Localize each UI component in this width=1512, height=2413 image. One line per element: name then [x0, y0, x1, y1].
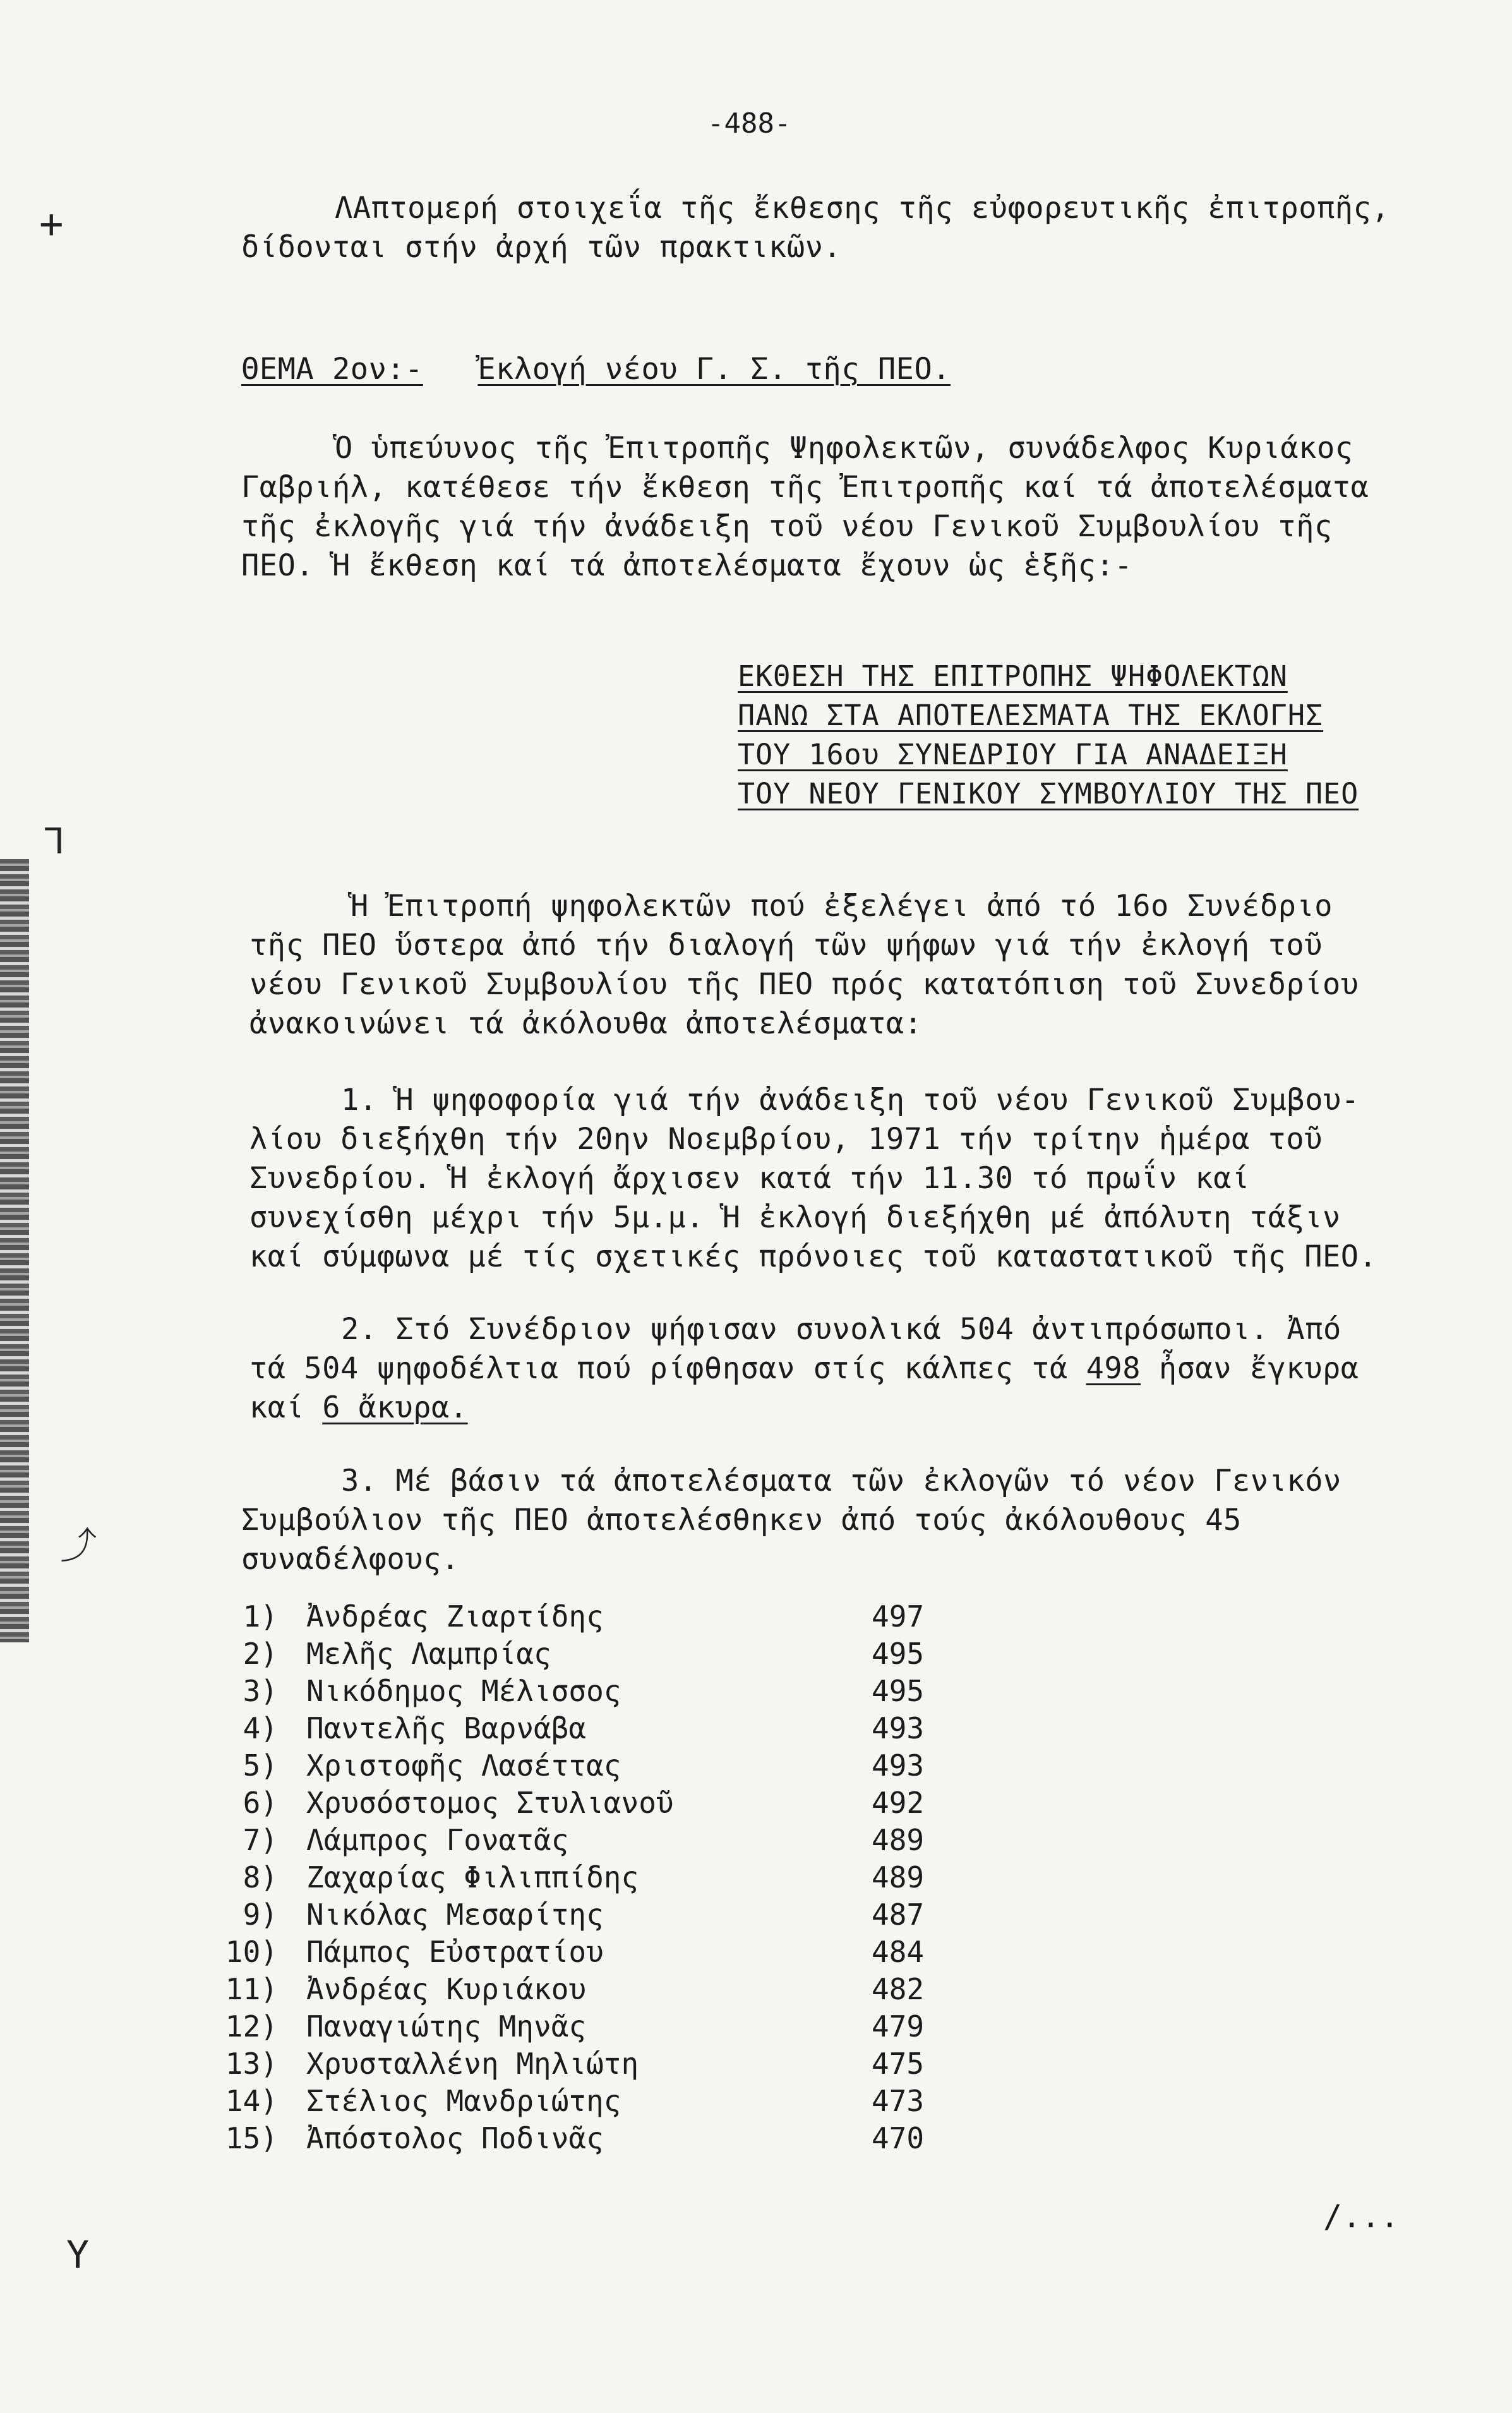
item1-line-5: καί σύμφωνα μέ τίς σχετικές πρόνοιες τοῦ καταστατικοῦ τῆς ΠΕΟ. — [249, 1239, 1377, 1274]
para2-line-3: νέου Γενικοῦ Συμβουλίου τῆς ΠΕΟ πρός κατατόπιση τοῦ Συνεδρίου — [249, 967, 1359, 1002]
para2-line-1: Ἡ Ἐπιτροπή ψηφολεκτῶν πού ἐξελέγει ἀπό τό 16ο Συνέδριο — [351, 889, 1333, 924]
para1-line-2: Γαβριήλ, κατέθεσε τήν ἔκθεση τῆς Ἐπιτροπῆς καί τά ἀποτελέσματα — [241, 470, 1369, 505]
para1-line-3: τῆς ἐκλογῆς γιά τήν ἀνάδειξη τοῦ νέου Γενικοῦ Συμβουλίου τῆς — [241, 509, 1333, 544]
candidate-name: Πάμπος Εὐστρατίου — [306, 1935, 604, 1969]
candidate-name: Νικόδημος Μέλισσος — [306, 1674, 621, 1708]
candidate-name: Νικόλας Μεσαρίτης — [306, 1898, 604, 1932]
row-number: 12) — [225, 2009, 278, 2043]
row-number: 15) — [225, 2121, 278, 2155]
item2-line-2 — [249, 1350, 1359, 1388]
intro-line-2: δίδονται στήν ἀρχή τῶν πρακτικῶν. — [241, 230, 842, 265]
vote-count: 482 — [872, 1972, 925, 2006]
valid-count: 498 — [1086, 1351, 1141, 1386]
vote-count: 492 — [872, 1786, 925, 1820]
report-title — [738, 657, 1359, 814]
row-number: 6) — [243, 1786, 278, 1820]
vote-count: 487 — [872, 1898, 925, 1932]
margin-mark-y: Y — [66, 2233, 90, 2277]
item2-line-1: 2. Στό Συνέδριον ψήφισαν συνολικά 504 ἀντιπρόσωποι. Ἀπό — [341, 1312, 1341, 1347]
margin-mark-arrow: ⤴ — [60, 1524, 97, 1567]
continuation-mark: /... — [1323, 2198, 1400, 2235]
row-number: 7) — [243, 1823, 278, 1857]
report-title-line-1: ΕΚΘΕΣΗ ΤΗΣ ΕΠΙΤΡΟΠΗΣ ΨΗΦΟΛΕΚΤΩΝ — [738, 659, 1288, 693]
invalid-count: 6 ἄκυρα. — [322, 1390, 468, 1425]
vote-count: 493 — [872, 1748, 925, 1783]
candidate-name: Λάμπρος Γονατᾶς — [306, 1823, 569, 1857]
vote-count: 475 — [872, 2047, 925, 2081]
candidate-name: Ζαχαρίας Φιλιππίδης — [306, 1860, 639, 1894]
report-title-line-4: ΤΟΥ ΝΕΟΥ ΓΕΝΙΚΟΥ ΣΥΜΒΟΥΛΙΟΥ ΤΗΣ ΠΕΟ — [738, 777, 1359, 810]
margin-mark-tick: ᒣ — [43, 821, 65, 862]
scan-edge-shadow — [0, 859, 29, 1642]
vote-count: 470 — [872, 2121, 925, 2155]
para2-line-4: ἀνακοινώνει τά ἀκόλουθα ἀποτελέσματα: — [249, 1006, 923, 1041]
report-title-line-3: ΤΟΥ 16ου ΣΥΝΕΔΡΙΟΥ ΓΙΑ ΑΝΑΔΕΙΞΗ — [738, 738, 1288, 771]
item1-line-1: 1. Ἡ ψηφοφορία γιά τήν ἀνάδειξη τοῦ νέου Γενικοῦ Συμβου- — [341, 1083, 1360, 1117]
vote-count: 489 — [872, 1823, 925, 1857]
theme-title: Ἐκλογή νέου Γ. Σ. τῆς ΠΕΟ. — [477, 352, 951, 387]
report-title-line-2: ΠΑΝΩ ΣΤΑ ΑΠΟΤΕΛΕΣΜΑΤΑ ΤΗΣ ΕΚΛΟΓΗΣ — [738, 699, 1324, 732]
item2-text-a: τά 504 ψηφοδέλτια πού ρίφθησαν στίς κάλπες τά — [249, 1351, 1086, 1386]
candidate-name: Ἀνδρέας Ζιαρτίδης — [306, 1599, 604, 1634]
para1-line-4: ΠΕΟ. Ἡ ἔκθεση καί τά ἀποτελέσματα ἔχουν ὡς ἑξῆς:- — [241, 548, 1133, 583]
page-number: -488- — [707, 107, 791, 140]
para2-line-2: τῆς ΠΕΟ ὕστερα ἀπό τήν διαλογή τῶν ψήφων γιά τήν ἐκλογή τοῦ — [249, 928, 1323, 963]
row-number: 9) — [243, 1898, 278, 1932]
item3-line-1: 3. Μέ βάσιν τά ἀποτελέσματα τῶν ἐκλογῶν τό νέον Γενικόν — [341, 1464, 1341, 1498]
row-number: 13) — [225, 2047, 278, 2081]
item1-line-4: συνεχίσθη μέχρι τήν 5μ.μ. Ἡ ἐκλογή διεξήχθη μέ ἀπόλυτη τάξιν — [249, 1200, 1341, 1235]
margin-mark-cross: + — [39, 201, 64, 248]
vote-count: 489 — [872, 1860, 925, 1894]
candidate-name: Ἀπόστολος Ποδινᾶς — [306, 2121, 604, 2155]
item2-line-3 — [249, 1389, 468, 1427]
intro-line-1: ΛΑπτομερή στοιχεΐα τῆς ἔκθεσης τῆς εὐφορευτικῆς ἐπιτροπῆς, — [335, 191, 1390, 226]
vote-count: 484 — [872, 1935, 925, 1969]
item3-line-2: Συμβούλιον τῆς ΠΕΟ ἀποτελέσθηκεν ἀπό τούς ἀκόλουθους 45 — [241, 1503, 1242, 1537]
item1-line-3: Συνεδρίου. Ἡ ἐκλογή ἄρχισεν κατά τήν 11.30 τό πρωΐν καί — [249, 1161, 1250, 1196]
candidate-name: Ἀνδρέας Κυριάκου — [306, 1972, 587, 2006]
item2-text-c: καί — [249, 1390, 323, 1425]
vote-count: 495 — [872, 1674, 925, 1708]
theme-heading — [241, 351, 951, 388]
candidate-name: Χρυσταλλένη Μηλιώτη — [306, 2047, 639, 2081]
candidate-name: Μελῆς Λαμπρίας — [306, 1637, 551, 1671]
candidate-name: Χριστοφῆς Λασέττας — [306, 1748, 621, 1783]
row-number: 11) — [225, 1972, 278, 2006]
vote-count: 479 — [872, 2009, 925, 2043]
candidate-name: Παναγιώτης Μηνᾶς — [306, 2009, 587, 2043]
row-number: 8) — [243, 1860, 278, 1894]
theme-label: ΘΕΜΑ 2ον:- — [241, 352, 423, 387]
row-number: 3) — [243, 1674, 278, 1708]
row-number: 5) — [243, 1748, 278, 1783]
vote-count: 493 — [872, 1711, 925, 1745]
row-number: 4) — [243, 1711, 278, 1745]
candidate-name: Χρυσόστομος Στυλιανοῦ — [306, 1786, 674, 1820]
row-number: 1) — [243, 1599, 278, 1634]
row-number: 2) — [243, 1637, 278, 1671]
row-number: 10) — [225, 1935, 278, 1969]
item2-text-b: ἦσαν ἔγκυρα — [1141, 1351, 1359, 1386]
item1-line-2: λίου διεξήχθη τήν 20ην Νοεμβρίου, 1971 τήν τρίτην ἡμέρα τοῦ — [249, 1122, 1323, 1157]
vote-count: 495 — [872, 1637, 925, 1671]
row-number: 14) — [225, 2084, 278, 2118]
vote-count: 473 — [872, 2084, 925, 2118]
candidate-name: Παντελῆς Βαρνάβα — [306, 1711, 587, 1745]
candidate-name: Στέλιος Μανδριώτης — [306, 2084, 621, 2118]
item3-line-3: συναδέλφους. — [241, 1542, 460, 1577]
para1-line-1: Ὁ ὑπεύυνος τῆς Ἐπιτροπῆς Ψηφολεκτῶν, συνάδελφος Κυριάκος — [335, 431, 1353, 466]
vote-count: 497 — [872, 1599, 925, 1634]
